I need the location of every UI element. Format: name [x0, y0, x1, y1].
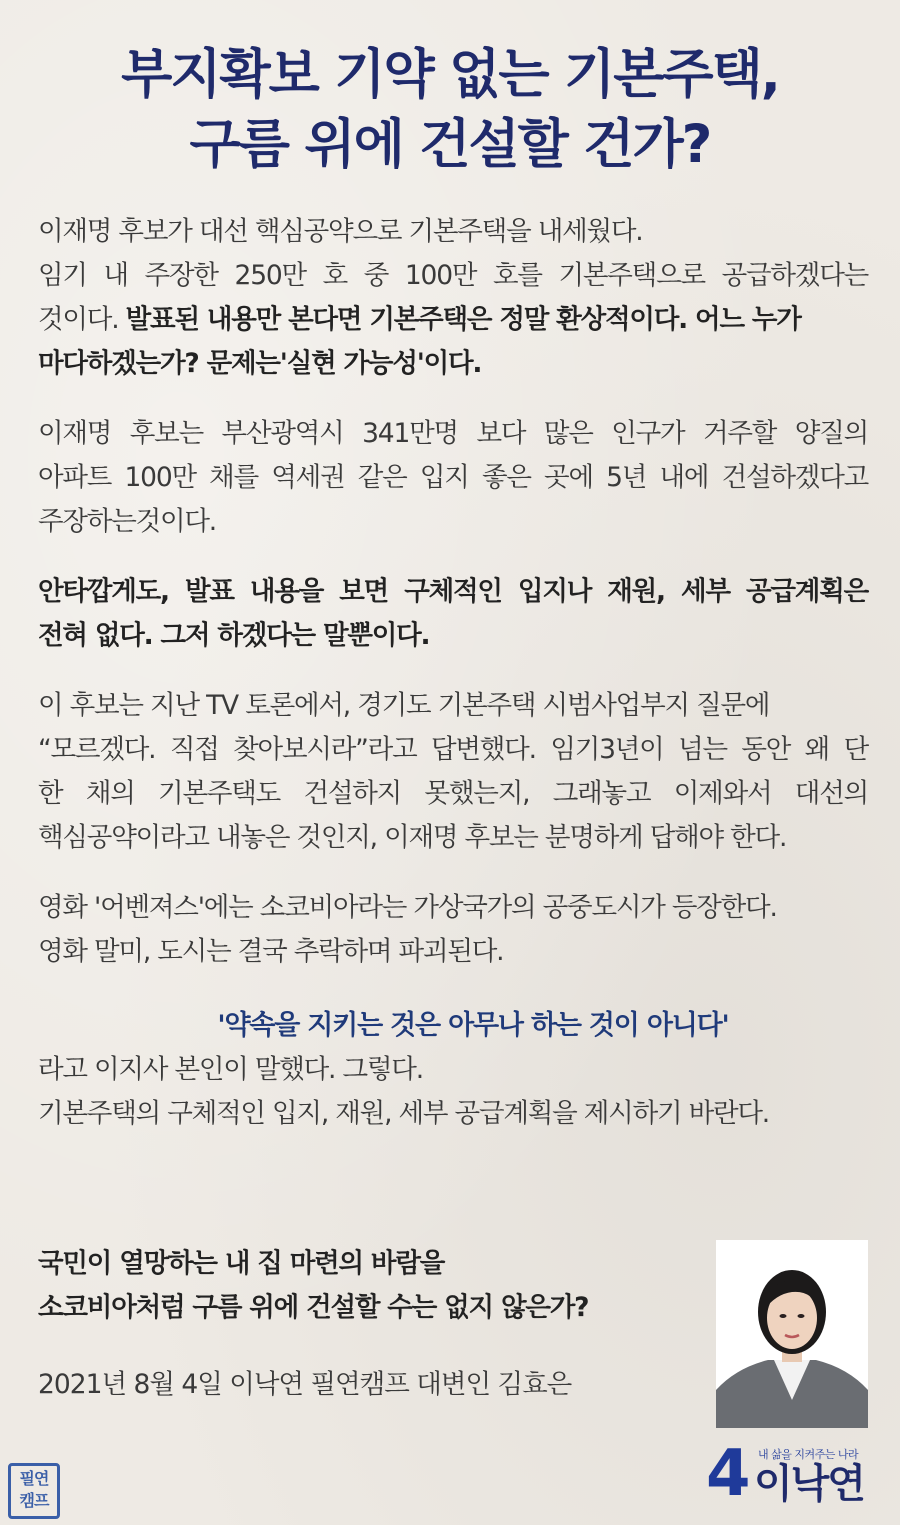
paragraph-2-line-1: 이재명 후보는 부산광역시 341만명 보다 많은 인구가 거주할 양질의 [38, 418, 868, 449]
camp-logo-line-2: 캠프 [19, 1491, 49, 1510]
paragraph-1-line-3-bold: 발표된 내용만 본다면 기본주택은 정말 환상적이다. 어느 누가 [125, 304, 801, 335]
closing-statement [38, 1242, 588, 1330]
paragraph-4-line-2: “모르겠다. 직접 찾아보시라”라고 답변했다. 임기3년이 넘는 동안 왜 단 [38, 734, 868, 765]
paragraph-4-line-4: 핵심공약이라고 내놓은 것인지, 이재명 후보는 분명하게 답해야 한다. [38, 822, 787, 853]
paragraph-4 [38, 684, 868, 860]
portrait-illustration [716, 1240, 868, 1428]
article-body [38, 210, 868, 1136]
paragraph-4-line-1: 이 후보는 지난 TV 토론에서, 경기도 기본주택 시범사업부지 질문에 [38, 690, 770, 721]
candidate-name: 이낙연 [754, 1461, 864, 1507]
camp-logo [8, 1463, 60, 1519]
camp-logo-line-1: 필연 [19, 1469, 49, 1488]
paragraph-1-line-4: 마다하겠는가? 문제는'실현 가능성'이다. [38, 348, 482, 379]
paragraph-1-line-3 [38, 298, 868, 342]
paragraph-1-line-1: 이재명 후보가 대선 핵심공약으로 기본주택을 내세웠다. [38, 216, 643, 247]
paragraph-2-line-2: 아파트 100만 채를 역세권 같은 입지 좋은 곳에 5년 내에 건설하겠다고 [38, 462, 868, 493]
paragraph-2-line-3: 주장하는것이다. [38, 506, 217, 537]
paragraph-5-line-2: 영화 말미, 도시는 결국 추락하며 파괴된다. [38, 936, 504, 967]
candidate-tagline: 내 삶을 지켜주는 나라 [758, 1448, 859, 1461]
paragraph-1-line-2: 임기 내 주장한 250만 호 중 100만 호를 기본주택으로 공급하겠다는 [38, 260, 868, 291]
closing-line-2: 소코비아처럼 구름 위에 건설할 수는 없지 않은가? [38, 1292, 589, 1323]
pull-quote: '약속을 지키는 것은 아무나 하는 것이 아니다' [217, 1010, 729, 1041]
paragraph-1 [38, 210, 868, 386]
headline [0, 40, 900, 180]
paragraph-6-line-1: 라고 이지사 본인이 말했다. 그렇다. [38, 1054, 423, 1085]
spokesperson-photo [716, 1240, 868, 1428]
headline-line-2: 구름 위에 건설할 건가? [189, 114, 711, 175]
paragraph-5-line-1: 영화 '어벤져스'에는 소코비아라는 가상국가의 공중도시가 등장한다. [38, 892, 777, 923]
paragraph-2 [38, 412, 868, 544]
paragraph-1-line-3-normal: 것이다. [38, 304, 126, 335]
paragraph-3 [38, 570, 868, 658]
candidate-number: 4 [706, 1437, 751, 1511]
paragraph-3-line-2: 전혀 없다. 그저 하겠다는 말뿐이다. [38, 620, 430, 651]
candidate-logo [706, 1437, 876, 1511]
paragraph-6-line-2: 기본주택의 구체적인 입지, 재원, 세부 공급계획을 제시하기 바란다. [38, 1098, 770, 1129]
paragraph-3-line-1: 안타깝게도, 발표 내용을 보면 구체적인 입지나 재원, 세부 공급계획은 [38, 576, 868, 607]
headline-line-1: 부지확보 기약 없는 기본주택, [121, 44, 779, 105]
paragraph-4-line-3: 한 채의 기본주택도 건설하지 못했는지, 그래놓고 이제와서 대선의 [38, 778, 868, 809]
closing-line-1: 국민이 열망하는 내 집 마련의 바람을 [38, 1248, 445, 1279]
paragraph-5 [38, 886, 868, 974]
paragraph-6 [38, 1004, 868, 1136]
dateline: 2021년 8월 4일 이낙연 필연캠프 대변인 김효은 [38, 1369, 572, 1400]
